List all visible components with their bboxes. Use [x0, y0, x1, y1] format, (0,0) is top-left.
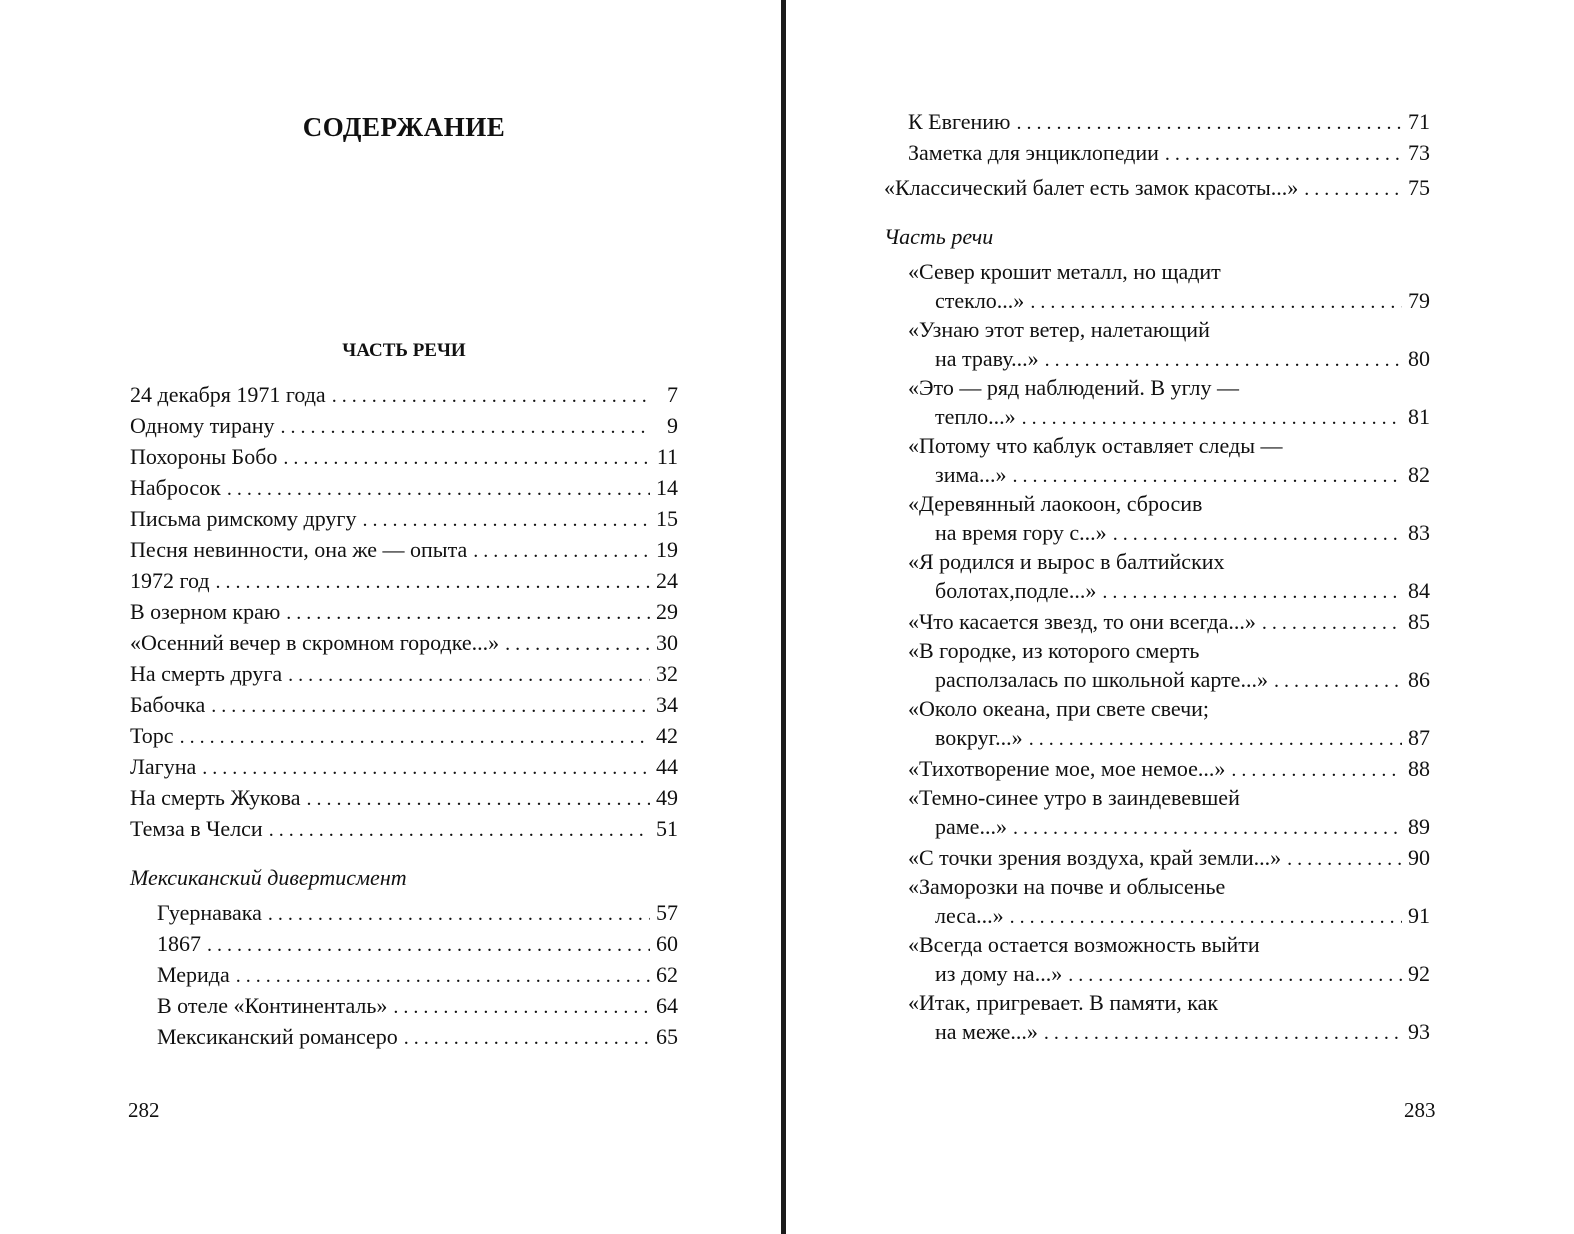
- toc-entry: «Север крошит металл, но щадит стекло...» . . . 79: [884, 258, 1430, 316]
- toc-entry: В отеле «Континенталь» . . . 64: [130, 990, 678, 1021]
- subsection-heading: Часть речи: [884, 224, 994, 249]
- toc-list-right: [884, 106, 1430, 1047]
- toc-entry: «Я родился и вырос в балтийских болотах,подле...» . . . 84: [884, 548, 1430, 606]
- toc-entry: Заметка для энциклопедии . . . 73: [884, 137, 1430, 168]
- toc-entry: Мексиканский романсеро . . . 65: [130, 1021, 678, 1052]
- page-title: СОДЕРЖАНИЕ: [302, 112, 506, 142]
- toc-entry: 24 декабря 1971 года . . . 7: [130, 379, 678, 410]
- section-heading: ЧАСТЬ РЕЧИ: [342, 340, 466, 361]
- toc-entry: Похороны Бобо . . . 11: [130, 441, 678, 472]
- toc-entry: «Всегда остается возможность выйти из дому на...» . . . 92: [884, 931, 1430, 989]
- toc-entry: Торс . . . 42: [130, 720, 678, 751]
- toc-entry: «Осенний вечер в скромном городке...» . . . 30: [130, 627, 678, 658]
- toc-entry: «Это — ряд наблюдений. В углу — тепло...» . . . 81: [884, 374, 1430, 432]
- toc-entry: В озерном краю . . . 29: [130, 596, 678, 627]
- toc-entry: 1972 год . . . 24: [130, 565, 678, 596]
- toc-entry: «С точки зрения воздуха, край земли...» . . . 90: [884, 842, 1430, 873]
- toc-entry: «Темно-синее утро в заиндевевшей раме...» . . . 89: [884, 784, 1430, 842]
- toc-entry: «В городке, из которого смерть расползалась по школьной карте...» . . . 86: [884, 637, 1430, 695]
- toc-entry: Набросок . . . 14: [130, 472, 678, 503]
- toc-entry: К Евгению . . . 71: [884, 106, 1430, 137]
- toc-entry: На смерть Жукова . . . 49: [130, 782, 678, 813]
- toc-entry: Песня невинности, она же — опыта . . . 19: [130, 534, 678, 565]
- toc-entry: Мерида . . . 62: [130, 959, 678, 990]
- subsection-heading: Мексиканский дивертисмент: [130, 865, 407, 890]
- toc-entry: «Классический балет есть замок красоты...» . . . 75: [884, 172, 1430, 203]
- toc-entry: Одному тирану . . . 9: [130, 410, 678, 441]
- toc-entry: На смерть друга . . . 32: [130, 658, 678, 689]
- toc-entry: «Узнаю этот ветер, налетающий на траву...» . . . 80: [884, 316, 1430, 374]
- page-number: 282: [128, 1098, 160, 1122]
- toc-entry: «Потому что каблук оставляет следы — зима...» . . . 82: [884, 432, 1430, 490]
- toc-entry: «Что касается звезд, то они всегда...» . . . 85: [884, 606, 1430, 637]
- toc-entry: Темза в Челси . . . 51: [130, 813, 678, 844]
- left-page: [0, 0, 781, 1234]
- toc-entry: Лагуна . . . 44: [130, 751, 678, 782]
- toc-entry: «Около океана, при свете свечи; вокруг...» . . . 87: [884, 695, 1430, 753]
- toc-entry: «Итак, пригревает. В памяти, как на меже...» . . . 93: [884, 989, 1430, 1047]
- toc-entry: Бабочка . . . 34: [130, 689, 678, 720]
- toc-entry: «Тихотворение мое, мое немое...» . . . 88: [884, 753, 1430, 784]
- page-number: 283: [1404, 1098, 1436, 1122]
- toc-list-left: [130, 379, 678, 1052]
- toc-entry: «Деревянный лаокоон, сбросив на время гору с...» . . . 83: [884, 490, 1430, 548]
- toc-entry: 1867 . . . 60: [130, 928, 678, 959]
- toc-entry: «Заморозки на почве и облысенье леса...» . . . 91: [884, 873, 1430, 931]
- toc-entry: Письма римскому другу . . . 15: [130, 503, 678, 534]
- toc-entry: Гуернавака . . . 57: [130, 897, 678, 928]
- right-page: [786, 0, 1574, 1234]
